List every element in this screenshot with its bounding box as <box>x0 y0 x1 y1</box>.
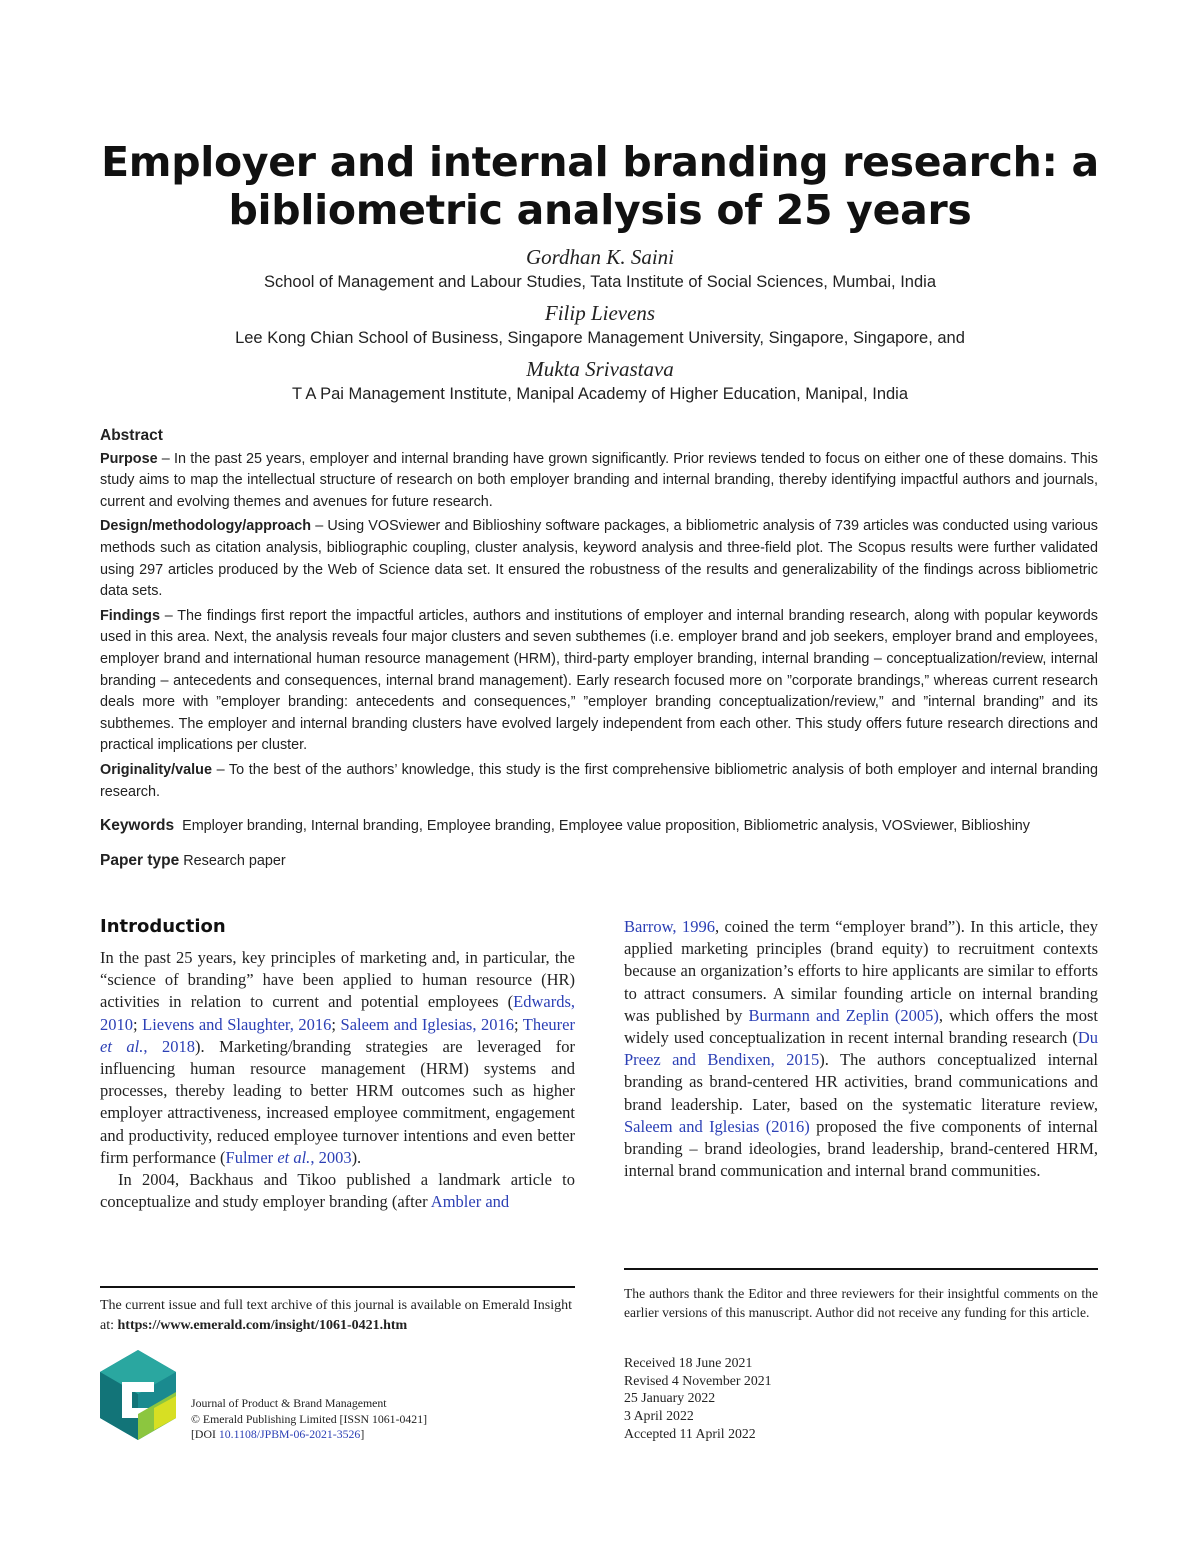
citation-link[interactable] <box>226 1148 352 1167</box>
text-run: In the past 25 years, key principles of marketing and, in particular, the “science of branding” have been applied to human resource (HR) activities in relation to current and potential employees ( <box>100 948 575 1012</box>
paper-type-text: Research paper <box>183 852 286 869</box>
text-run: proposed the five components of internal branding – brand ideologies, brand leadership, brand-centered HRM, internal brand communication and internal brand communities. <box>624 1116 1098 1181</box>
doi-prefix: [DOI <box>191 1427 219 1441</box>
emerald-logo-icon <box>100 1350 176 1440</box>
left-column <box>100 916 575 1213</box>
findings-label: Findings <box>100 607 160 624</box>
date-line: Received 18 June 2021 <box>624 1355 753 1370</box>
citation-etal: et al. <box>100 1036 144 1056</box>
intro-paragraph-2-continued <box>624 916 1098 1182</box>
intro-paragraph-2 <box>100 1169 575 1213</box>
keywords-label: Keywords <box>100 817 175 835</box>
citation-link[interactable]: Du Preez and Bendixen, 2015 <box>624 1028 1098 1070</box>
keywords-text: Employer branding, Internal branding, Employee branding, Employee value proposition, Bibliometric analysis, VOSviewer, Biblioshiny <box>182 818 1030 835</box>
abstract-design <box>100 516 1098 602</box>
footnote-divider <box>100 1286 575 1288</box>
abstract-findings <box>100 606 1098 757</box>
citation-link[interactable]: Lievens and Slaughter, 2016 <box>142 1014 332 1034</box>
text-run: ; <box>133 1014 143 1034</box>
text-run: ; <box>331 1014 341 1034</box>
citation-link[interactable]: Ambler and <box>430 1192 510 1212</box>
archive-note <box>100 1296 575 1336</box>
citation-author: Theurer <box>522 1014 575 1034</box>
text-run: ). Marketing/branding strategies are leveraged for influencing human resource management (HRM) systems and processes, thereby leading to better HRM outcomes such as higher employer attractiveness, increased employee commitment, engagement and productivity, reduced employee turnover intentions and even better firm performance ( <box>100 1036 575 1167</box>
purpose-text: – In the past 25 years, employer and internal branding have grown significantly. Prior reviews tended to focus on either one of these domains. This study aims to map the intellectual structure of research on both employer branding and internal branding, thereby identifying impactful authors and journals, current and evolving themes and avenues for future research. <box>100 450 1098 510</box>
citation-link[interactable]: Saleem and Iglesias, 2016 <box>340 1014 514 1034</box>
purpose-label: Purpose <box>100 450 158 467</box>
journal-info <box>191 1396 427 1443</box>
originality-text: – To the best of the authors’ knowledge, this study is the first comprehensive bibliometric analysis of both employer and internal branding research. <box>100 761 1098 800</box>
citation-link[interactable]: Burmann and Zeplin (2005) <box>748 1005 939 1025</box>
design-text: – Using VOSviewer and Biblioshiny software packages, a bibliometric analysis of 739 articles was conducted using various methods such as citation analysis, bibliographic coupling, cluster analysis, keyword analysis and three-field plot. The Scopus results were further validated using 297 articles produced by the Web of Science data set. It ensured the robustness of the results and generalizability of the findings across bibliometric data sets. <box>100 518 1098 600</box>
date-line: Revised 4 November 2021 <box>624 1372 772 1388</box>
text-run: , which offers the most widely used conceptualization in recent internal branding research ( <box>624 1005 1098 1048</box>
text-run: ; <box>513 1014 523 1034</box>
article-dates <box>624 1354 772 1443</box>
citation-author: Fulmer <box>225 1147 278 1167</box>
date-line: 25 January 2022 <box>624 1390 716 1406</box>
citation-link[interactable]: Barrow, 1996 <box>624 917 715 936</box>
doi-suffix: ] <box>360 1427 365 1441</box>
author-name: Mukta Srivastava <box>526 357 674 381</box>
author-affiliation: T A Pai Management Institute, Manipal Academy of Higher Education, Manipal, India <box>291 385 909 403</box>
citation-year: , 2003 <box>310 1147 352 1167</box>
citation-link[interactable]: Edwards, 2010 <box>100 992 575 1034</box>
title-block <box>100 138 1100 406</box>
findings-text: – The findings first report the impactful articles, authors and institutions of employer and internal branding research, along with popular keywords used in this area. Next, the analysis reveals four major clusters and seven subthemes (i.e. employer brand and job seekers, employer brand and employees, employer brand and international human resource management (HRM), third-party employer branding, internal branding – conceptualization/review, internal branding – antecedents and consequences, internal brand management). Early research focused more on ”corporate brandings,” whereas current research deals more with ”employer branding: antecedents and consequences,” ”employer branding conceptualization/review,” and ”internal branding” and its subthemes. The employer and internal branding clusters have evolved largely independent from each other. This study offers future research directions and practical implications per cluster. <box>100 607 1098 754</box>
paper-type <box>100 850 1098 873</box>
author-name: Gordhan K. Saini <box>526 245 674 269</box>
date-line: Accepted 11 April 2022 <box>624 1425 756 1441</box>
paper-type-label: Paper type <box>100 851 180 869</box>
right-column <box>624 916 1098 1182</box>
abstract-originality <box>100 760 1098 803</box>
introduction-heading: Introduction <box>100 916 226 937</box>
text-run: In 2004, Backhaus and Tikoo published a landmark article to conceptualize and study employer branding (after <box>100 1170 575 1212</box>
journal-name: Journal of Product & Brand Management <box>191 1396 387 1410</box>
doi-line <box>191 1427 427 1443</box>
footnote-divider <box>624 1268 1098 1270</box>
paper-title: Employer and internal branding research: a bibliometric analysis of 25 years <box>101 138 1099 234</box>
abstract <box>100 425 1098 875</box>
text-run: , coined the term “employer brand”). In this article, they applied marketing principles (brand equity) to recruitment contexts because an organization’s efforts to hire applicants are similar to efforts to attract consumers. A similar founding article on internal branding was published by <box>624 917 1098 1025</box>
citation-year: , 2018 <box>143 1036 196 1056</box>
keywords <box>100 815 1098 838</box>
intro-paragraph-1 <box>100 947 575 1169</box>
citation-etal: et al. <box>277 1147 311 1167</box>
date-line: 3 April 2022 <box>624 1408 694 1424</box>
text-run: ). The authors conceptualized internal branding as brand-centered HR activities, brand communications and brand leadership. Later, based on the systematic literature review, <box>624 1050 1098 1114</box>
abstract-purpose <box>100 449 1098 514</box>
acknowledgement: The authors thank the Editor and three reviewers for their insightful comments on the earlier versions of this manuscript. Author did not receive any funding for this article. <box>624 1286 1098 1320</box>
publisher-line: © Emerald Publishing Limited [ISSN 1061-0421] <box>191 1411 428 1426</box>
abstract-heading: Abstract <box>100 427 163 444</box>
originality-label: Originality/value <box>100 761 212 778</box>
design-label: Design/methodology/approach <box>100 518 312 535</box>
text-run: ). <box>351 1147 362 1167</box>
doi-link[interactable]: 10.1108/JPBM-06-2021-3526 <box>218 1427 361 1441</box>
archive-url-link[interactable]: https://www.emerald.com/insight/1061-0421.htm <box>117 1318 408 1333</box>
author-affiliation: Lee Kong Chian School of Business, Singapore Management University, Singapore, Singapore, and <box>235 329 965 347</box>
archive-text: The current issue and full text archive of this journal is available on Emerald Insight at: <box>100 1298 572 1333</box>
author-name: Filip Lievens <box>544 301 656 325</box>
citation-link[interactable]: Saleem and Iglesias (2016) <box>624 1116 810 1136</box>
author-affiliation: School of Management and Labour Studies, Tata Institute of Social Sciences, Mumbai, India <box>263 273 936 291</box>
